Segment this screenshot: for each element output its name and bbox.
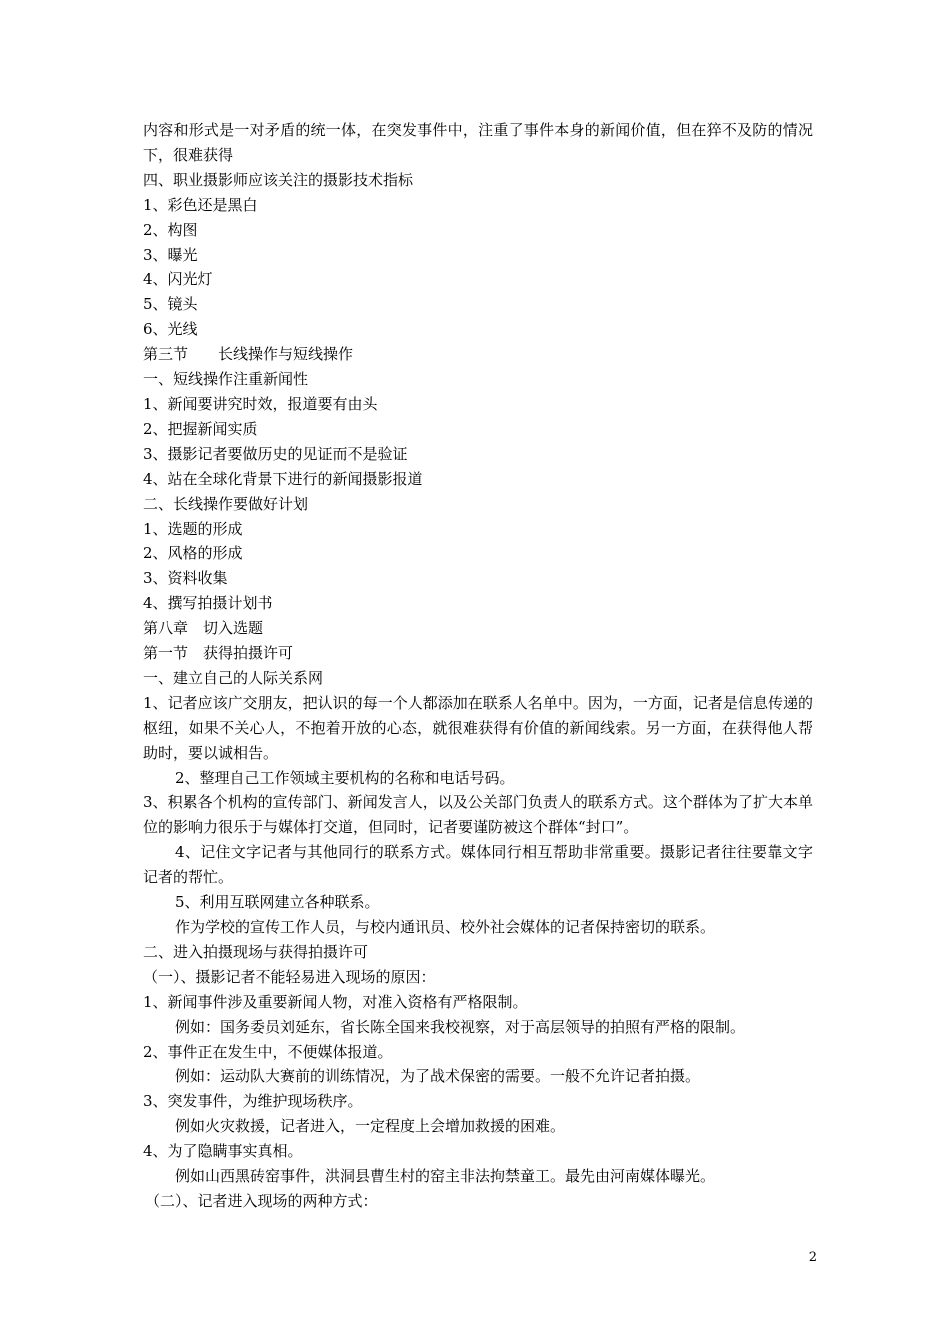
heading-long-operation: 二、长线操作要做好计划 xyxy=(143,494,309,513)
subheading-methods: （二）、记者进入现场的两种方式： xyxy=(145,1191,378,1210)
paragraph-item: 作为学校的宣传工作人员，与校内通讯员、校外社会媒体的记者保持密切的联系。 xyxy=(175,918,716,936)
list-item: 4、闪光灯 xyxy=(143,270,213,289)
list-item: 3、曝光 xyxy=(143,245,198,264)
list-item: 1、选题的形成 xyxy=(143,519,243,538)
paragraph-item: 1、记者应该广交朋友，把认识的每一个人都添加在联系人名单中。因为，一方面，记者是信息传递的枢纽，如果不关心人，不抱着开放的心态，就很难获得有价值的新闻线索。另一方面，在获得他人帮助时，要以诚相告。 xyxy=(143,693,813,762)
heading-section-four: 四、职业摄影师应该关注的摄影技术指标 xyxy=(143,170,414,189)
list-item: 2、把握新闻实质 xyxy=(143,419,258,438)
paragraph-item: 3、积累各个机构的宣传部门、新闻发言人，以及公关部门负责人的联系方式。这个群体为了扩大本单位的影响力很乐于与媒体打交道，但同时，记者要谨防被这个群体“封口”。 xyxy=(143,793,813,837)
heading-access: 二、进入拍摄现场与获得拍摄许可 xyxy=(143,942,369,961)
list-item: 1、彩色还是黑白 xyxy=(143,195,258,214)
document-body xyxy=(143,118,813,1214)
list-item: 3、突发事件，为维护现场秩序。 xyxy=(143,1092,363,1111)
example-text: 例如：国务委员刘延东，省长陈全国来我校视察，对于高层领导的拍照有严格的限制。 xyxy=(175,1017,746,1036)
list-item: 2、事件正在发生中，不便媒体报道。 xyxy=(143,1042,393,1061)
example-text: 例如山西黑砖窑事件，洪洞县曹生村的窑主非法拘禁童工。最先由河南媒体曝光。 xyxy=(175,1167,716,1186)
example-text: 例如火灾救援，记者进入，一定程度上会增加救援的困难。 xyxy=(175,1117,566,1136)
list-item: 4、撰写拍摄计划书 xyxy=(143,594,273,613)
example-text: 例如：运动队大赛前的训练情况，为了战术保密的需要。一般不允许记者拍摄。 xyxy=(175,1067,701,1086)
page-number: 2 xyxy=(808,1250,817,1265)
subheading-reasons: （一）、摄影记者不能轻易进入现场的原因： xyxy=(143,967,436,986)
list-item: 4、为了隐瞒事实真相。 xyxy=(143,1142,303,1161)
list-item: 2、风格的形成 xyxy=(143,544,243,563)
heading-network: 一、建立自己的人际关系网 xyxy=(143,668,324,687)
paragraph-intro: 内容和形式是一对矛盾的统一体，在突发事件中，注重了事件本身的新闻价值，但在猝不及防的情况下，很难获得 xyxy=(143,121,813,164)
heading-section-one: 第一节 获得拍摄许可 xyxy=(143,644,294,663)
paragraph-item: 4、记住文字记者与其他同行的联系方式。媒体同行相互帮助非常重要。摄影记者往往要靠文字记者的帮忙。 xyxy=(143,843,813,887)
list-item: 1、新闻事件涉及重要新闻人物，对准入资格有严格限制。 xyxy=(143,992,528,1011)
paragraph-item: 5、利用互联网建立各种联系。 xyxy=(175,893,380,912)
list-item: 3、资料收集 xyxy=(143,569,228,588)
list-item: 1、新闻要讲究时效，报道要有由头 xyxy=(143,394,378,413)
heading-section-three: 第三节 长线操作与短线操作 xyxy=(143,345,354,364)
heading-short-operation: 一、短线操作注重新闻性 xyxy=(143,370,309,389)
list-item: 6、光线 xyxy=(143,320,198,339)
heading-chapter-eight: 第八章 切入选题 xyxy=(143,619,264,638)
list-item: 5、镜头 xyxy=(143,295,198,314)
list-item: 3、摄影记者要做历史的见证而不是验证 xyxy=(143,444,408,463)
list-item: 2、构图 xyxy=(143,220,198,239)
paragraph-item: 2、整理自己工作领域主要机构的名称和电话号码。 xyxy=(175,768,515,787)
list-item: 4、站在全球化背景下进行的新闻摄影报道 xyxy=(143,469,423,488)
